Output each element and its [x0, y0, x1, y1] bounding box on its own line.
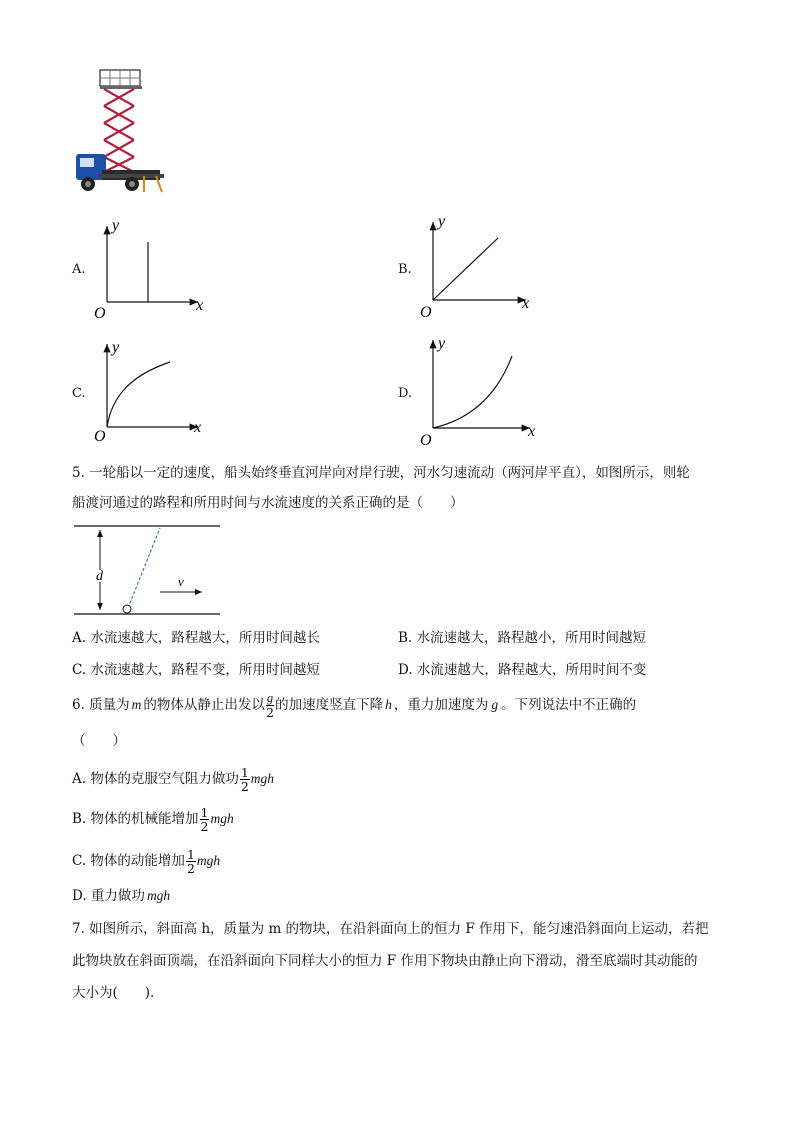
q4-c-x-label: x — [194, 419, 202, 436]
q7-line2: 此物块放在斜面顶端，在沿斜面向下同样大小的恒力 F 作用下物块由静止向下滑动，滑至底端时其动能的 — [72, 953, 698, 969]
q4-graph-d[interactable] — [418, 334, 542, 448]
q6-g: g — [491, 697, 499, 712]
q6-frac-g-2: $\frac{g}{2}$ — [266, 690, 275, 720]
q4-option-d-label[interactable]: D. — [398, 386, 413, 401]
q6-a-frac: $\frac{1}{2}$ — [240, 764, 249, 794]
q6-stem-mid3: ，重力加速度为 — [393, 697, 489, 713]
q4-a-x-label: x — [196, 297, 204, 314]
q4-graph-a[interactable] — [92, 218, 212, 322]
q5-river-figure — [72, 520, 224, 620]
q5-v-label: v — [178, 574, 184, 589]
q4-b-y-label: y — [438, 213, 446, 230]
q7-line1: 7. 如图所示，斜面高 h，质量为 m 的物块，在沿斜面向上的恒力 F 作用下，能匀速沿斜面向上运动，若把 — [72, 921, 709, 937]
q6-paren: （ ） — [72, 733, 126, 749]
q7-line3: 大小为( ). — [72, 985, 155, 1001]
q6-stem-mid2: 的加速度竖直下降 — [275, 697, 384, 713]
q5-d-label: d — [96, 569, 103, 584]
q6-stem-mid1: 的物体从静止出发以 — [143, 697, 265, 713]
q4-b-curve — [433, 238, 498, 300]
q6-stem-post: 。下列说法中不正确的 — [501, 697, 637, 713]
q5-option-c[interactable]: C. 水流速越大，路程不变，所用时间越短 — [72, 662, 320, 678]
q4-d-x-label: x — [528, 423, 536, 440]
q5-option-b[interactable]: B. 水流速越大，路程越小，所用时间越短 — [398, 630, 647, 646]
q6-stem-pre: 6. 质量为 — [72, 697, 130, 713]
q4-option-c-label[interactable]: C. — [72, 386, 86, 401]
q6-option-b[interactable]: B. 物体的机械能增加 $\frac{1}{2}$ mgh — [72, 804, 234, 834]
q4-d-curve — [433, 356, 512, 428]
q4-option-a-label[interactable]: A. — [72, 262, 86, 277]
q6-option-c[interactable]: C. 物体的动能增加 $\frac{1}{2}$ mgh — [72, 846, 221, 876]
q6-m: m — [131, 697, 142, 712]
q5-boat — [123, 605, 131, 613]
q6-option-d[interactable]: D. 重力做功 mgh — [72, 888, 171, 904]
q4-option-b-label[interactable]: B. — [398, 262, 412, 277]
q4-b-origin-label: O — [420, 304, 432, 321]
q6-h: h — [385, 697, 392, 712]
q5-option-d[interactable]: D. 水流速越大，路程越大，所用时间不变 — [398, 662, 647, 678]
q6-option-a[interactable]: A. 物体的克服空气阻力做功 $\frac{1}{2}$ mgh — [72, 764, 275, 794]
q4-b-x-label: x — [522, 295, 530, 312]
q4-d-origin-label: O — [420, 432, 432, 449]
q6-b-frac: $\frac{1}{2}$ — [200, 804, 209, 834]
q4-a-y-label: y — [112, 217, 120, 234]
q4-c-curve — [107, 362, 170, 427]
q4-graph-b[interactable] — [418, 214, 538, 322]
q6-c-frac: $\frac{1}{2}$ — [186, 846, 195, 876]
q4-c-y-label: y — [112, 339, 120, 356]
q4-graph-c[interactable] — [92, 340, 212, 446]
q5-option-a[interactable]: A. 水流速越大，路程越大，所用时间越长 — [72, 630, 320, 646]
lift-truck-image — [72, 66, 172, 198]
q4-c-origin-label: O — [94, 428, 106, 445]
q5-stem-line1: 5. 一轮船以一定的速度，船头始终垂直河岸向对岸行驶，河水匀速流动（两河岸平直），如图所示，则轮 — [72, 465, 690, 481]
q5-path-dashed — [128, 528, 160, 608]
q6-stem — [72, 688, 636, 722]
q5-stem-line2: 船渡河通过的路程和所用时间与水流速度的关系正确的是（ ） — [72, 495, 464, 511]
q4-a-origin-label: O — [94, 305, 106, 322]
q4-d-y-label: y — [438, 335, 446, 352]
